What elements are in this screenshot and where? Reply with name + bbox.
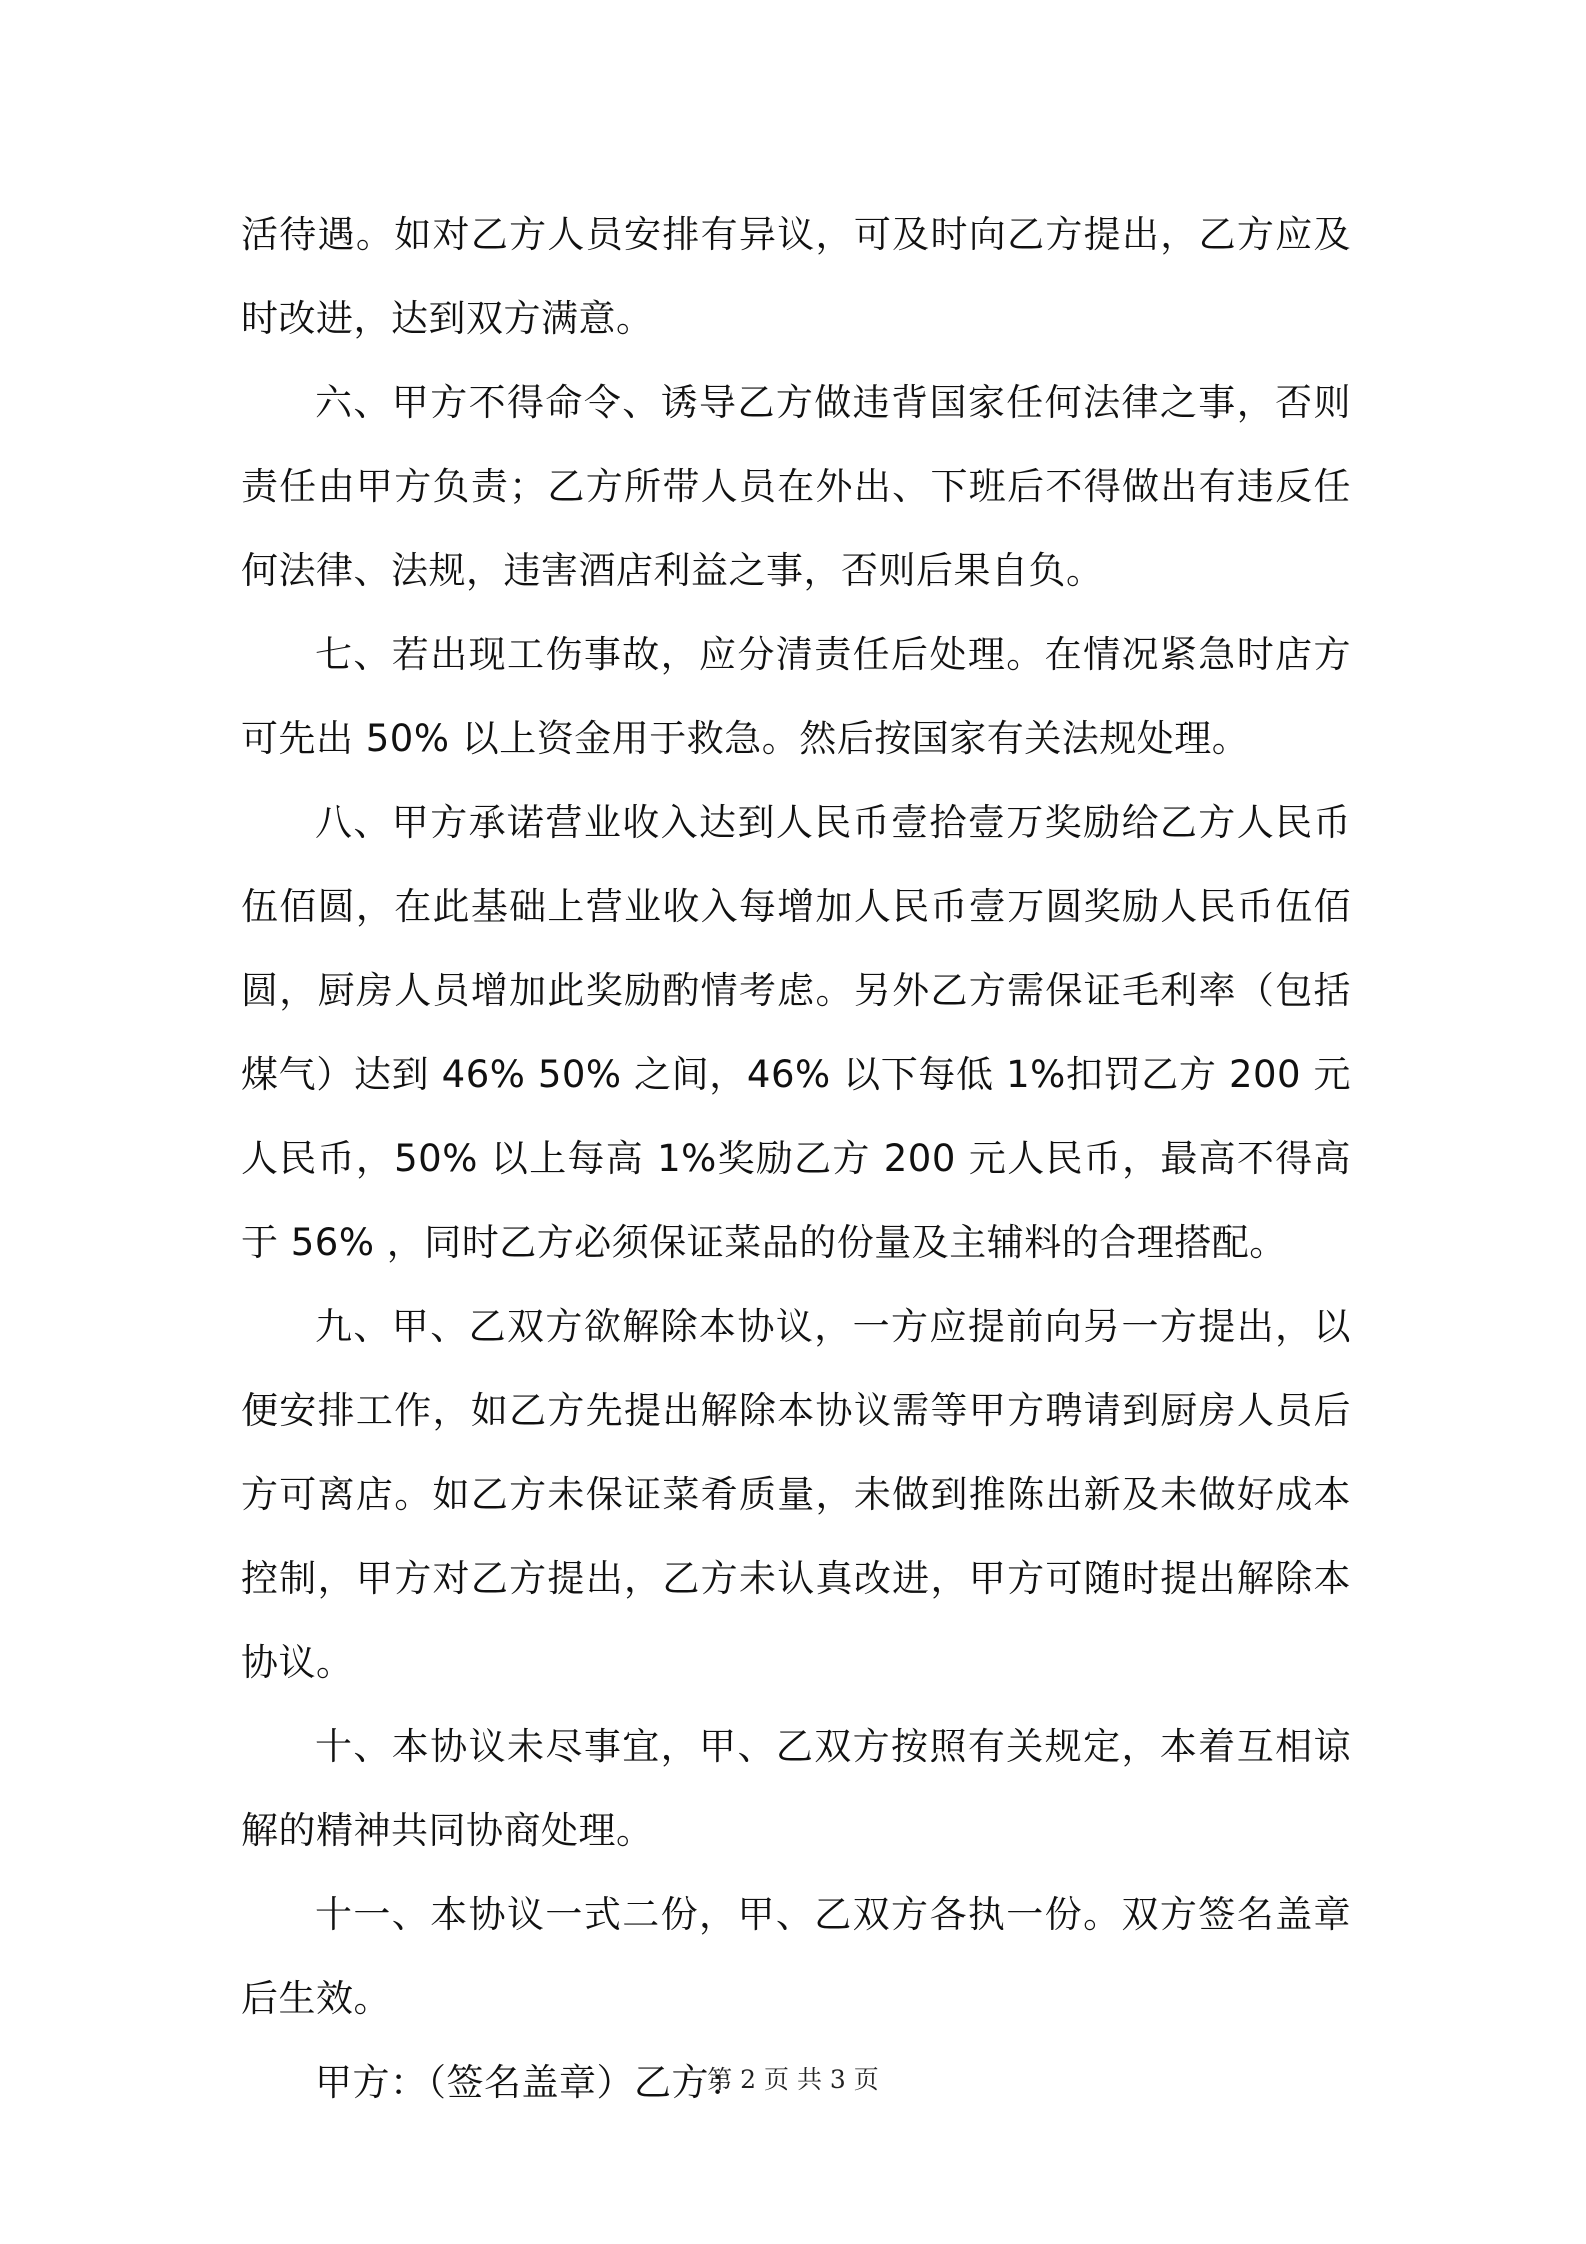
clause-8: 八、甲方承诺营业收入达到人民币壹拾壹万奖励给乙方人民币伍佰圆，在此基础上营业收入每增加人民币壹万圆奖励人民币伍佰圆，厨房人员增加此奖励酌情考虑。另外乙方需保证毛利率（包括煤气）达到 46% 50% 之间，46% 以下每低 1%扣罚乙方 200 元人民币，50% 以上每高 1%奖励乙方 200 元人民币，最高不得高于 56% ，同时乙方必须保证菜品的份量及主辅料的合理搭配。 [241,801,1351,1264]
document-body [241,193,1351,2125]
clause-11: 十一、本协议一式二份，甲、乙双方各执一份。双方签名盖章后生效。 [241,1893,1351,2020]
page-number-footer: 第 2 页 共 3 页 [707,2065,879,2094]
clause-10: 十、本协议未尽事宜，甲、乙双方按照有关规定，本着互相谅解的精神共同协商处理。 [241,1725,1351,1852]
paragraph-continuation: 活待遇。如对乙方人员安排有异议，可及时向乙方提出，乙方应及时改进，达到双方满意。 [241,213,1351,340]
clause-7: 七、若出现工伤事故，应分清责任后处理。在情况紧急时店方可先出 50% 以上资金用于救急。然后按国家有关法规处理。 [241,633,1351,760]
clause-9: 九、甲、乙双方欲解除本协议，一方应提前向另一方提出，以便安排工作，如乙方先提出解除本协议需等甲方聘请到厨房人员后方可离店。如乙方未保证菜肴质量，未做到推陈出新及未做好成本控制，甲方对乙方提出，乙方未认真改进，甲方可随时提出解除本协议。 [241,1305,1351,1684]
signature-line: 甲方：（签名盖章）乙方： [315,2061,747,2104]
clause-6: 六、甲方不得命令、诱导乙方做违背国家任何法律之事，否则责任由甲方负责；乙方所带人员在外出、下班后不得做出有违反任何法律、法规，违害酒店利益之事，否则后果自负。 [241,381,1351,592]
